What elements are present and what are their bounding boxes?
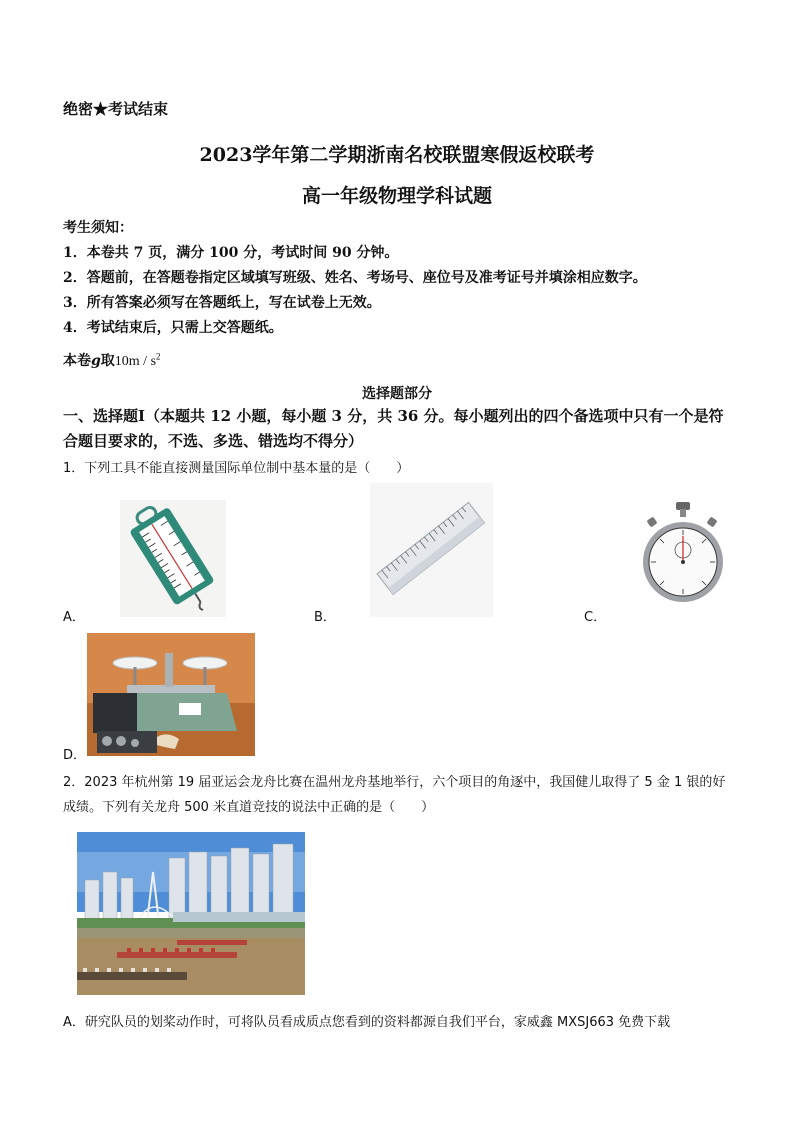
section-title: 选择题部分 bbox=[362, 386, 432, 402]
notice-heading: 考生须知： bbox=[63, 220, 133, 236]
question-2-option-a: A．研究队员的划桨动作时，可将队员看成质点您看到的资料都源自我们平台，家威鑫 MXSJ663 免费下载 bbox=[63, 1015, 671, 1030]
ruler-icon bbox=[370, 483, 493, 617]
notice-item: 4．考试结束后，只需上交答题纸。 bbox=[63, 320, 283, 336]
notice-item: 1．本卷共 7 页，满分 100 分，考试时间 90 分钟。 bbox=[63, 245, 399, 261]
balance-scale-icon bbox=[87, 633, 255, 756]
question-2-stem: 2．2023 年杭州第 19 届亚运会龙舟比赛在温州龙舟基地举行，六个项目的角逐中，我国健儿取得了 5 金 1 银的好成绩。下列有关龙舟 500 米直道竞技的说法中正确的是（ ） bbox=[63, 775, 726, 815]
stopwatch-icon bbox=[640, 500, 725, 610]
notice-item: 3．所有答案必须写在答题纸上，写在试卷上无效。 bbox=[63, 295, 381, 311]
exam-title: 2023学年第二学期浙南名校联盟寒假返校联考 bbox=[199, 144, 595, 166]
option-a-label: A． bbox=[63, 610, 85, 625]
spring-scale-icon bbox=[120, 500, 226, 617]
gravity-note: 本卷g取$10m / s^2$ bbox=[63, 351, 161, 369]
option-d-label: D． bbox=[63, 748, 87, 763]
dragon-boat-race-photo bbox=[77, 832, 305, 995]
confidential-label: 绝密★考试结束 bbox=[63, 100, 169, 118]
notice-item: 2．答题前，在答题卷指定区域填写班级、姓名、考场号、座位号及准考证号并填涂相应数字。 bbox=[63, 270, 647, 286]
option-c-label: C． bbox=[584, 610, 607, 625]
candidate-notice bbox=[63, 216, 647, 341]
exam-subtitle: 高一年级物理学科试题 bbox=[301, 185, 492, 207]
option-b-label: B． bbox=[314, 610, 336, 625]
question-1-stem: 1．下列工具不能直接测量国际单位制中基本量的是（ ） bbox=[63, 461, 410, 476]
part-instructions: 一、选择题Ⅰ（本题共 12 小题，每小题 3 分，共 36 分。每小题列出的四个备选项中只有一个是符合题目要求的，不选、多选、错选均不得分） bbox=[63, 407, 724, 450]
